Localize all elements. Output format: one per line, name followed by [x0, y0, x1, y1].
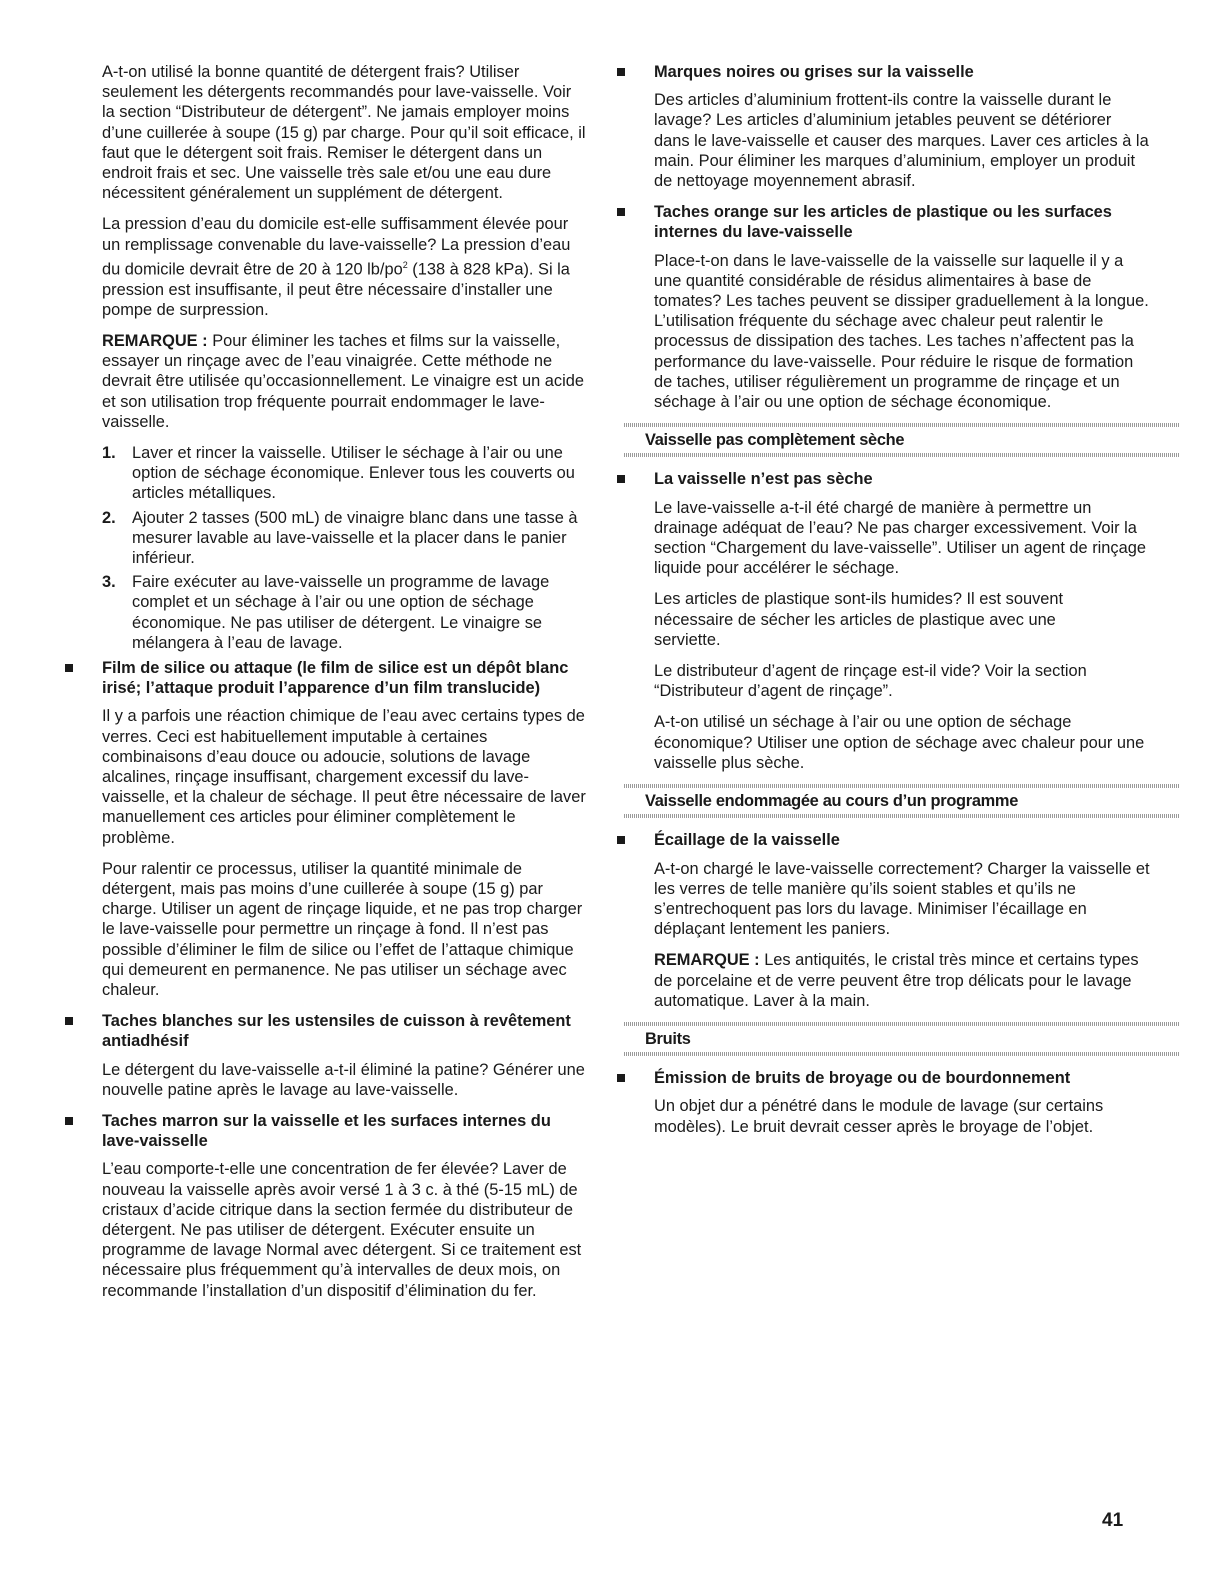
- section-header-damaged: Vaisselle endommagée au cours d’un programme: [624, 788, 1180, 814]
- heading-text: Écaillage de la vaisselle: [654, 831, 840, 850]
- paragraph-brown-spots: L’eau comporte-t-elle une concentration de fer élevée? Laver de nouveau la vaisselle après avoir versé 1 à 3 c. à thé (5-15 mL) de cristaux d’acide citrique dans la section fermée du distributeur de détergent. Ne pas utiliser de détergent. Exécuter ensuite un programme de lavage Normal avec détergent. Si ce traitement est nécessaire plus fréquemment qu’à intervalles de deux mois, on recommande l’installation d’un dispositif d’élimination du fer.: [102, 1160, 582, 1300]
- paragraph-silica-film-1: Il y a parfois une réaction chimique de l’eau avec certains types de verres. Ceci est habituellement imputable à certaines combinaisons d’eau douce ou adoucie, solutions de lavage alcalines, rinçage insuffisant, chargement excessif du lave-vaisselle, et la chaleur de séchage. Il peut être nécessaire de laver manuellement ces articles pour éliminer complètement le problème.: [102, 707, 586, 847]
- heading-silica-film: [102, 658, 588, 698]
- superscript: 2: [402, 259, 408, 270]
- heading-text: Taches marron sur la vaisselle et les surfaces internes du lave-vaisselle: [102, 1112, 551, 1151]
- heading-text: Émission de bruits de broyage ou de bourdonnement: [654, 1069, 1071, 1088]
- heading-noise: [654, 1068, 1150, 1088]
- note-text: Les antiquités, le cristal très mince et certains types de porcelaine et de verre peuvent être trop délicats pour le lavage automatique. Laver à la main.: [654, 951, 1139, 1010]
- paragraph-dry-3: Le distributeur d’agent de rinçage est-il vide? Voir la section “Distributeur d’agent de rinçage”.: [654, 662, 1087, 701]
- right-column: [645, 62, 1150, 1148]
- section-header-not-dry: Vaisselle pas complètement sèche: [624, 427, 1180, 453]
- note-vinegar: [102, 331, 588, 432]
- note-label: REMARQUE :: [654, 951, 760, 970]
- paragraph-black-marks: Des articles d’aluminium frottent-ils contre la vaisselle durant le lavage? Les articles d’aluminium jetables peuvent se détériorer dans le lave-vaisselle et causer des marques. Laver ces articles à la main. Pour éliminer les marques d’aluminium, employer un produit de nettoyage moyennement abrasif.: [654, 91, 1149, 191]
- paragraph-white-spots: Le détergent du lave-vaisselle a-t-il éliminé la patine? Générer une nouvelle patine après le lavage au lave-vaisselle.: [102, 1060, 585, 1099]
- heading-brown-spots: [102, 1111, 588, 1151]
- bullet-square-icon: [65, 1017, 73, 1025]
- section-header-noise: Bruits: [624, 1026, 1180, 1052]
- paragraph-dry-4: A-t-on utilisé un séchage à l’air ou une option de séchage économique? Utiliser une option de séchage avec chaleur pour une vaisselle plus sèche.: [654, 713, 1145, 772]
- step-text: Laver et rincer la vaisselle. Utiliser le séchage à l’air ou une option de séchage économique. Enlever tous les couverts ou articles métalliques.: [132, 443, 575, 503]
- bullet-square-icon: [65, 664, 73, 672]
- heading-chipping: [654, 830, 1150, 850]
- paragraph-silica-film-2: Pour ralentir ce processus, utiliser la quantité minimale de détergent, mais pas moins d’une cuillerée à soupe (15 g) par charge. Utiliser un agent de rinçage liquide, et ne pas trop charger le lave-vaisselle pour permettre un rinçage à fond. Il n’est pas possible d’éliminer le film de silice ou l’effet de l’attaque chimique qui demeurent en permanence. Ne pas utiliser un séchage avec chaleur.: [102, 859, 583, 999]
- water-pressure-text-a: La pression d’eau du domicile est-elle suffisamment élevée pour un remplissage convenable du lave-vaisselle? La pression d’eau du domicile devrait être de 20 à 120 lb/po: [102, 215, 571, 279]
- vinegar-steps: [102, 443, 588, 653]
- bullet-square-icon: [617, 208, 625, 216]
- step-number: 2.: [102, 508, 116, 527]
- paragraph-dry-1: Le lave-vaisselle a-t-il été chargé de manière à permettre un drainage adéquat de l’eau? Ne pas charger excessivement. Voir la section “Chargement du lave-vaisselle”. Utiliser un agent de rinçage liquide pour accélérer le séchage.: [654, 498, 1146, 578]
- bullet-square-icon: [617, 68, 625, 76]
- paragraph-water-pressure: [102, 214, 588, 319]
- heading-orange-spots: [654, 202, 1150, 242]
- bullet-square-icon: [617, 1074, 625, 1082]
- heading-white-spots: [102, 1011, 588, 1051]
- heading-text: La vaisselle n’est pas sèche: [654, 470, 873, 489]
- paragraph-dry-2: Les articles de plastique sont-ils humides? Il est souvent nécessaire de sécher les articles de plastique avec une serviette.: [654, 590, 1064, 649]
- heading-text: Marques noires ou grises sur la vaisselle: [654, 63, 974, 81]
- heading-text: Taches blanches sur les ustensiles de cuisson à revêtement antiadhésif: [102, 1012, 571, 1051]
- note-text: Pour éliminer les taches et films sur la vaisselle, essayer un rinçage avec de l’eau vinaigrée. Cette méthode ne devrait être utilisée qu’occasionnellement. Le vinaigre est un acide et son utilisation trop fréquente pourrait endommager le lave-vaisselle.: [102, 331, 584, 431]
- paragraph-orange-spots: Place-t-on dans le lave-vaisselle de la vaisselle sur laquelle il y a une quantité considérable de résidus alimentaires à base de tomates? Les taches peuvent se dissiper graduellement à la longue. L’utilisation fréquente du séchage avec chaleur peut ralentir le processus de dissipation des taches. Les taches n’affectent pas la performance du lave-vaisselle. Pour réduire le risque de formation de taches, utiliser régulièrement un programme de rinçage et un séchage à l’air ou une option de séchage économique.: [654, 251, 1149, 412]
- paragraph-chipping: A-t-on chargé le lave-vaisselle correctement? Charger la vaisselle et les verres de telle manière qu’ils soient stables et qu’ils ne s’entrechoquent pas lors du lavage. Minimiser l’écaillage en déplaçant lentement les paniers.: [654, 859, 1150, 939]
- paragraph-noise: Un objet dur a pénétré dans le module de lavage (sur certains modèles). Le bruit devrait cesser après le broyage de l’objet.: [654, 1097, 1104, 1136]
- step-text: Faire exécuter au lave-vaisselle un programme de lavage complet et un séchage à l’air ou une option de séchage économique. Ne pas utiliser de détergent. Le vinaigre se mélangera à l’eau de lavage.: [132, 573, 550, 652]
- step-item: [102, 508, 588, 569]
- heading-black-marks: [654, 62, 1150, 82]
- step-item: [102, 572, 588, 653]
- heading-not-dry: [654, 469, 1150, 489]
- bullet-square-icon: [617, 836, 625, 844]
- step-item: [102, 443, 588, 504]
- note-label: REMARQUE :: [102, 331, 208, 350]
- water-pressure-text-b: (138 à 828 kPa). Si la pression est insuffisante, il peut être nécessaire d’installer une pompe de surpression.: [102, 260, 570, 319]
- step-text: Ajouter 2 tasses (500 mL) de vinaigre blanc dans une tasse à mesurer lavable au lave-vaisselle et la placer dans le panier inférieur.: [132, 508, 578, 567]
- heading-text: Taches orange sur les articles de plastique ou les surfaces internes du lave-vaisselle: [654, 203, 1112, 242]
- bullet-square-icon: [65, 1117, 73, 1125]
- left-column: [102, 62, 588, 1312]
- heading-text: Film de silice ou attaque (le film de silice est un dépôt blanc irisé; l’attaque produit l’apparence d’un film translucide): [102, 658, 569, 698]
- step-number: 1.: [102, 443, 116, 462]
- note-delicate: [654, 950, 1150, 1011]
- paragraph-detergent: A-t-on utilisé la bonne quantité de détergent frais? Utiliser seulement les détergents recommandés pour lave-vaisselle. Voir la section “Distributeur de détergent”. Ne jamais employer moins d’une cuillerée à soupe (15 g) par charge. Pour qu’il soit efficace, il faut que le détergent soit frais. Remiser le détergent dans un endroit frais et sec. Une vaisselle très sale et/ou une eau dure nécessitent généralement un supplément de détergent.: [102, 63, 586, 203]
- step-number: 3.: [102, 573, 116, 592]
- bullet-square-icon: [617, 475, 625, 483]
- page-number: 41: [1102, 1510, 1124, 1531]
